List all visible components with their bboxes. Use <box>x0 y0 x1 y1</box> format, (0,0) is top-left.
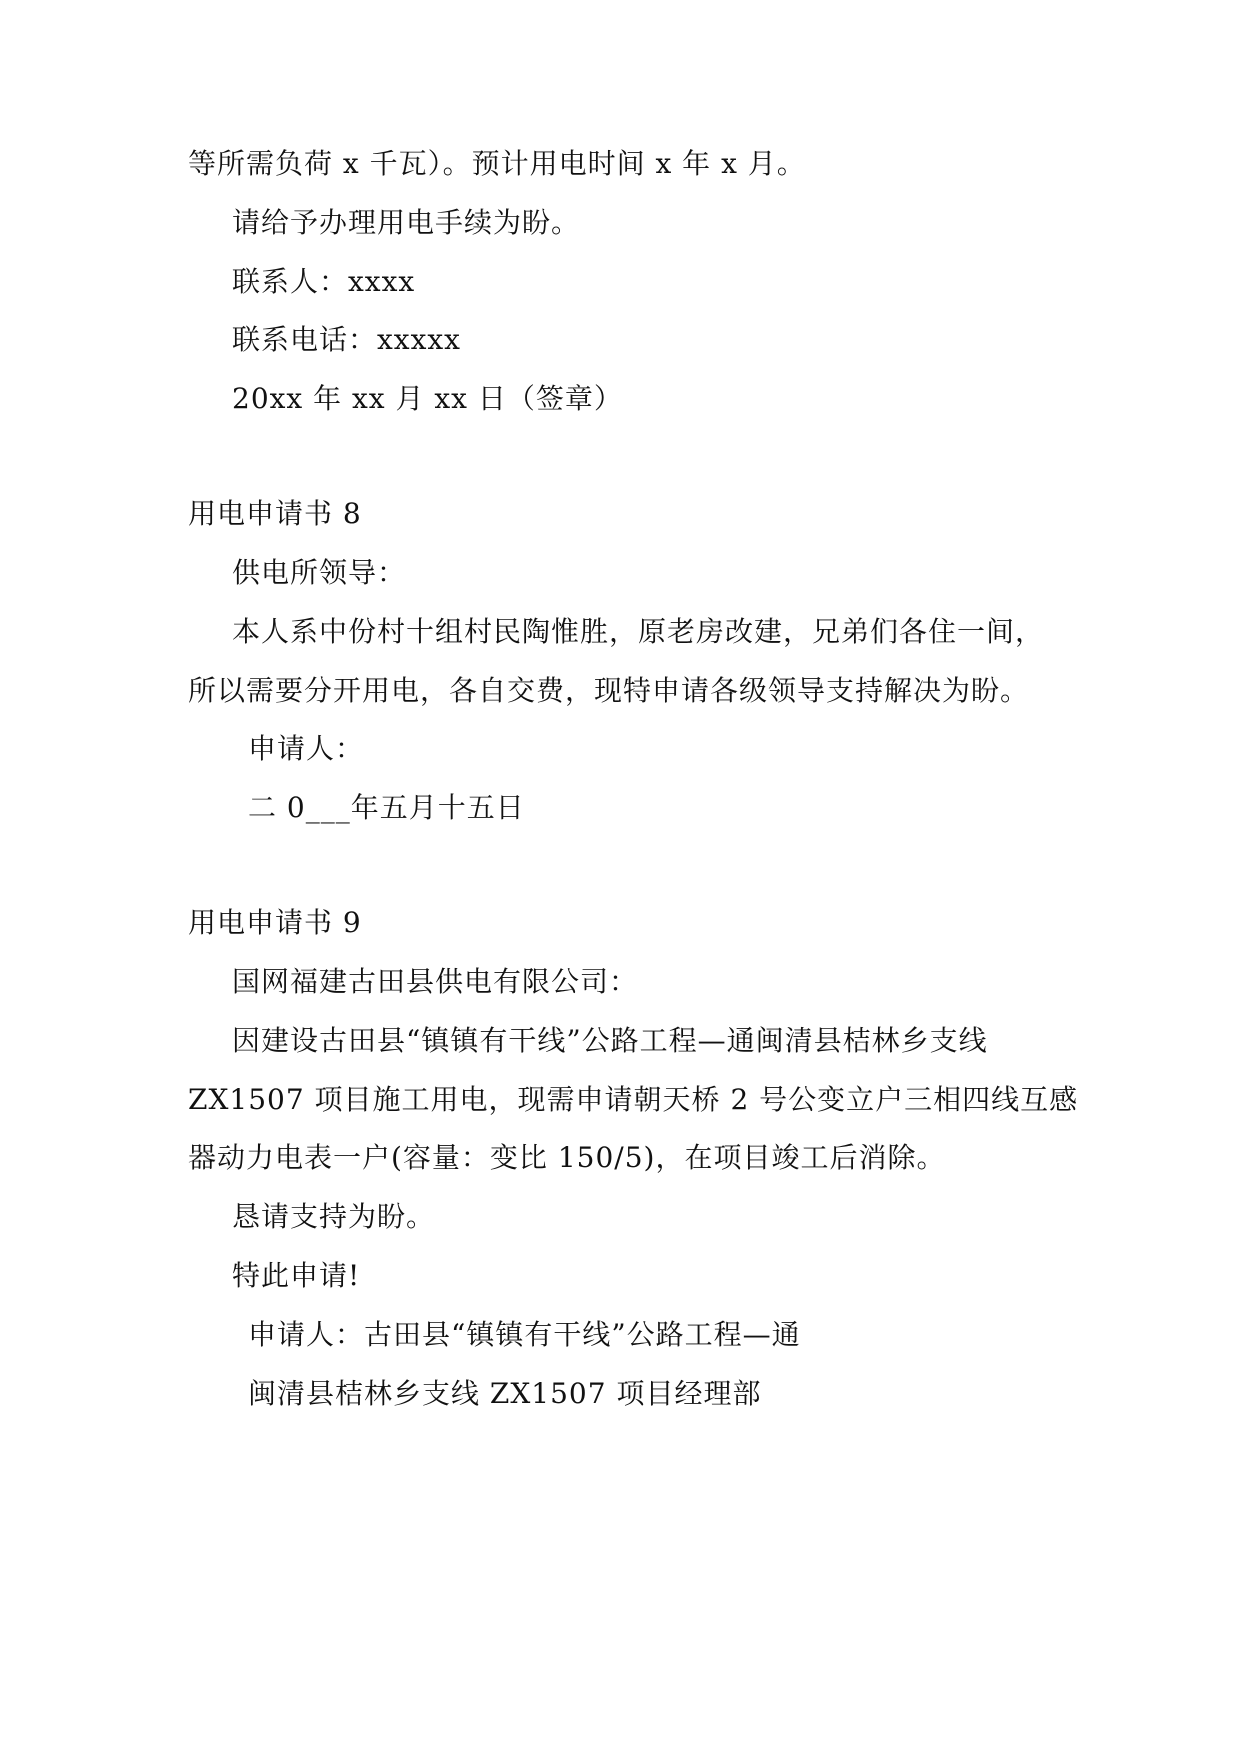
section-title-9: 用电申请书 9 <box>188 906 362 939</box>
applicant-line: 申请人： <box>248 732 365 765</box>
date-signature-line: 20xx 年 xx 月 xx 日（签章） <box>232 382 623 415</box>
contact-phone-line: 联系电话：xxxxx <box>232 323 461 356</box>
applicant-line-continued: 闽清县桔林乡支线 ZX1507 项目经理部 <box>248 1377 762 1410</box>
request-line: 恳请支持为盼。 <box>232 1200 436 1233</box>
body-line: 因建设古田县“镇镇有干线”公路工程—通闽清县桔林乡支线 <box>232 1024 988 1057</box>
section-title-8: 用电申请书 8 <box>188 497 362 530</box>
body-line: 器动力电表一户(容量：变比 150/5)，在项目竣工后消除。 <box>188 1141 946 1174</box>
body-line: 所以需要分开用电，各自交费，现特申请各级领导支持解决为盼。 <box>188 674 1030 707</box>
body-line: ZX1507 项目施工用电，现需申请朝天桥 2 号公变立户三相四线互感 <box>188 1083 1079 1116</box>
text-line: 请给予办理用电手续为盼。 <box>232 206 581 239</box>
date-line: 二 0___年五月十五日 <box>248 791 525 824</box>
body-line: 本人系中份村十组村民陶惟胜，原老房改建，兄弟们各住一间， <box>232 615 1045 648</box>
text-line: 等所需负荷 x 千瓦）。预计用电时间 x 年 x 月。 <box>188 147 806 180</box>
salutation-line: 供电所领导： <box>232 556 407 589</box>
applicant-line: 申请人：古田县“镇镇有干线”公路工程—通 <box>248 1318 801 1351</box>
closing-line: 特此申请! <box>232 1259 361 1292</box>
salutation-line: 国网福建古田县供电有限公司： <box>232 965 639 998</box>
contact-person-line: 联系人：xxxx <box>232 265 416 298</box>
